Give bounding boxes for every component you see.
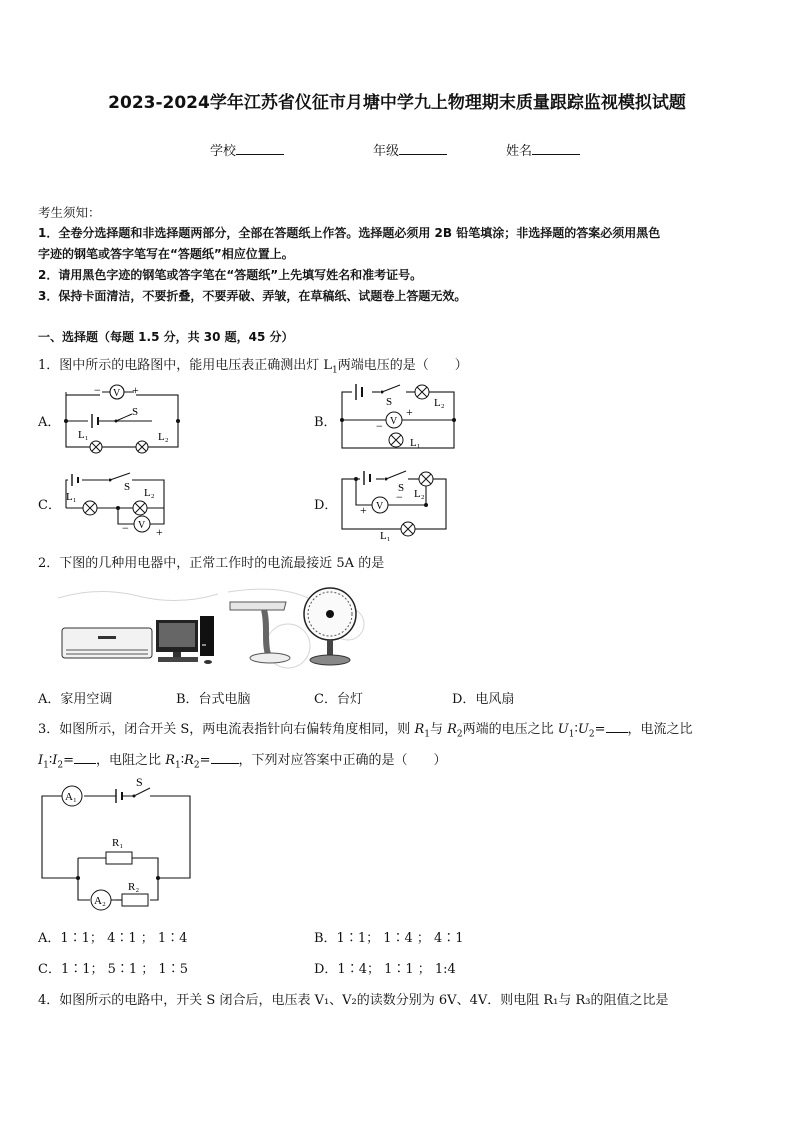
q3-i1-sub: 1 (43, 760, 49, 771)
q1b-l2-label: L₂ (434, 397, 445, 409)
q1-option-d-label[interactable]: D． (314, 498, 338, 513)
q3-line-2 (38, 749, 447, 771)
q1d-plus: + (360, 503, 367, 517)
q3-blank-1[interactable] (606, 720, 628, 733)
notice-item-1a: 1．全卷分选择题和非选择题两部分，全部在答题纸上作答。选择题必须用 2B 铅笔填涂；非选择题的答案必须用黑色 (38, 226, 661, 240)
grade-blank[interactable] (399, 142, 447, 155)
q3-r2-sub: 2 (456, 729, 463, 740)
q3-s-label: S (136, 776, 143, 789)
q1c-l2-label: L₂ (144, 487, 155, 499)
q3-text-6: ，下列对应答案中正确的是（ ） (238, 753, 447, 768)
q1d-v-label: V (376, 501, 384, 512)
q1-stem-sub: 1 (332, 365, 338, 376)
notice-item-1b: 字迹的钢笔或答字笔写在“答题纸”相应位置上。 (38, 247, 294, 261)
q3-u2-sub: 2 (588, 729, 595, 740)
q1d-l1-label: L₁ (380, 530, 391, 542)
q1b-l1-label: L₁ (410, 437, 421, 449)
q1d-s-label: S (398, 482, 405, 494)
q3-r2-b-sub: 2 (193, 760, 200, 771)
q1a-minus: − (94, 383, 101, 397)
grade-label: 年级 (373, 144, 400, 159)
switch-icon (116, 414, 132, 421)
q2-option-c[interactable]: C．台灯 (314, 692, 363, 707)
q3-text-4: ，电流之比 (627, 722, 693, 737)
exam-title: 2023-2024学年江苏省仪征市月塘中学九上物理期末质量跟踪监视模拟试题 (108, 93, 686, 113)
q3-blank-3[interactable] (211, 751, 239, 764)
q3-r1-sub: 1 (424, 729, 430, 740)
q3-r2: R (447, 722, 457, 737)
q1-stem-text-2: 两端电压的是（ ） (337, 358, 468, 373)
q1c-minus: − (122, 521, 129, 535)
resistor-r1-icon (106, 852, 132, 864)
q2-option-d[interactable]: D．电风扇 (452, 692, 515, 707)
q3-a1-label: A₁ (65, 791, 77, 803)
q1b-s-label: S (386, 396, 393, 408)
grade-field (373, 140, 447, 159)
q3-colon-3: ∶ (180, 753, 185, 768)
name-field (506, 140, 580, 159)
q3-r1: R (414, 722, 425, 737)
q1a-v-label: V (113, 388, 121, 399)
q3-r1-b-sub: 1 (174, 760, 181, 771)
q3-r1-label: R₁ (112, 837, 124, 849)
q1-option-a-label[interactable]: A． (38, 415, 61, 430)
q3-u2: U (577, 722, 589, 737)
q4-stem: 4．如图所示的电路中，开关 S 闭合后，电压表 V₁、V₂的读数分别为 6V、4V．则电阻 R₁与 R₃的阻值之比是 (38, 993, 669, 1008)
q1c-v-label: V (138, 520, 146, 531)
q1b-plus: + (406, 405, 413, 419)
q3-i2-sub: 2 (57, 760, 64, 771)
q3-u1: U (557, 722, 569, 737)
q1c-l1-label: L₁ (66, 491, 77, 503)
air-conditioner-icon (62, 628, 152, 658)
q3-option-a[interactable]: A．1∶1； 4∶1 ； 1∶4 (38, 931, 188, 946)
q1-option-b-label[interactable]: B． (314, 415, 337, 430)
q3-eq-3: = (199, 753, 211, 768)
circuit-b-diagram (336, 378, 460, 454)
q1a-s-label: S (132, 406, 139, 418)
q3-a2-label: A₂ (94, 895, 106, 907)
q3-i1: I (38, 753, 44, 768)
notice-item-2: 2．请用黑色字迹的钢笔或答字笔在“答题纸”上先填写姓名和准考证号。 (38, 268, 423, 282)
q1c-plus: + (156, 525, 163, 539)
name-blank[interactable] (532, 142, 580, 155)
q1d-l2-label: L₂ (414, 488, 425, 500)
q3-text-2: 与 (429, 722, 448, 737)
q3-text-1: 3．如图所示，闭合开关 S，两电流表指针向右偏转角度相同，则 (38, 722, 415, 737)
circuit-a-diagram (62, 380, 182, 458)
q1-stem (38, 354, 468, 376)
q3-line-1 (38, 718, 693, 740)
q1a-l1-label: L₁ (78, 429, 89, 441)
q1-option-c-label[interactable]: C． (38, 498, 61, 513)
name-label: 姓名 (506, 144, 533, 159)
q3-i2: I (52, 753, 58, 768)
electric-fan-icon (304, 588, 356, 665)
q3-blank-2[interactable] (74, 751, 96, 764)
q1b-minus: − (376, 419, 383, 433)
appliances-image (58, 584, 368, 670)
desktop-computer-icon (156, 616, 214, 664)
school-label: 学校 (210, 144, 237, 159)
q1c-s-label: S (124, 481, 131, 493)
q1-stem-text: 1．图中所示的电路图中，能用电压表正确测出灯 L (38, 358, 333, 373)
q1d-minus: − (396, 490, 403, 504)
q1a-l2-label: L₂ (158, 431, 169, 443)
q3-eq-2: = (63, 753, 75, 768)
q1a-plus: + (132, 383, 139, 397)
school-blank[interactable] (236, 142, 284, 155)
resistor-r2-icon (122, 894, 148, 906)
q3-r1-b: R (165, 753, 175, 768)
q3-option-d[interactable]: D．1∶4； 1∶1 ； 1:4 (314, 962, 456, 977)
q3-option-c[interactable]: C．1∶1； 5∶1 ； 1∶5 (38, 962, 188, 977)
circuit-q3-diagram (38, 776, 198, 916)
q1b-v-label: V (390, 416, 398, 427)
circuit-d-diagram (336, 467, 452, 543)
q3-colon-1: ∶ (574, 722, 578, 737)
q2-option-a[interactable]: A．家用空调 (38, 692, 113, 707)
q3-option-b[interactable]: B．1∶1； 1∶4 ； 4∶1 (314, 931, 464, 946)
q2-stem: 2．下图的几种用电器中，正常工作时的电流最接近 5A 的是 (38, 556, 385, 571)
section-heading: 一、选择题（每题 1.5 分，共 30 题，45 分） (38, 330, 294, 344)
notice-heading: 考生须知： (38, 205, 101, 220)
notice-item-3: 3．保持卡面清洁，不要折叠，不要弄破、弄皱，在草稿纸、试题卷上答题无效。 (38, 289, 467, 303)
q3-u1-sub: 1 (568, 729, 575, 740)
q3-text-3: 两端的电压之比 (462, 722, 558, 737)
q3-colon-2: ∶ (48, 753, 53, 768)
school-field (210, 140, 284, 159)
q2-option-b[interactable]: B．台式电脑 (176, 692, 251, 707)
q3-r2-b: R (184, 753, 194, 768)
desk-lamp-icon (230, 602, 290, 663)
q3-text-5: ，电阻之比 (96, 753, 166, 768)
q3-eq-1: = (594, 722, 606, 737)
circuit-c-diagram (60, 470, 172, 540)
q3-r2-label: R₂ (128, 881, 140, 893)
